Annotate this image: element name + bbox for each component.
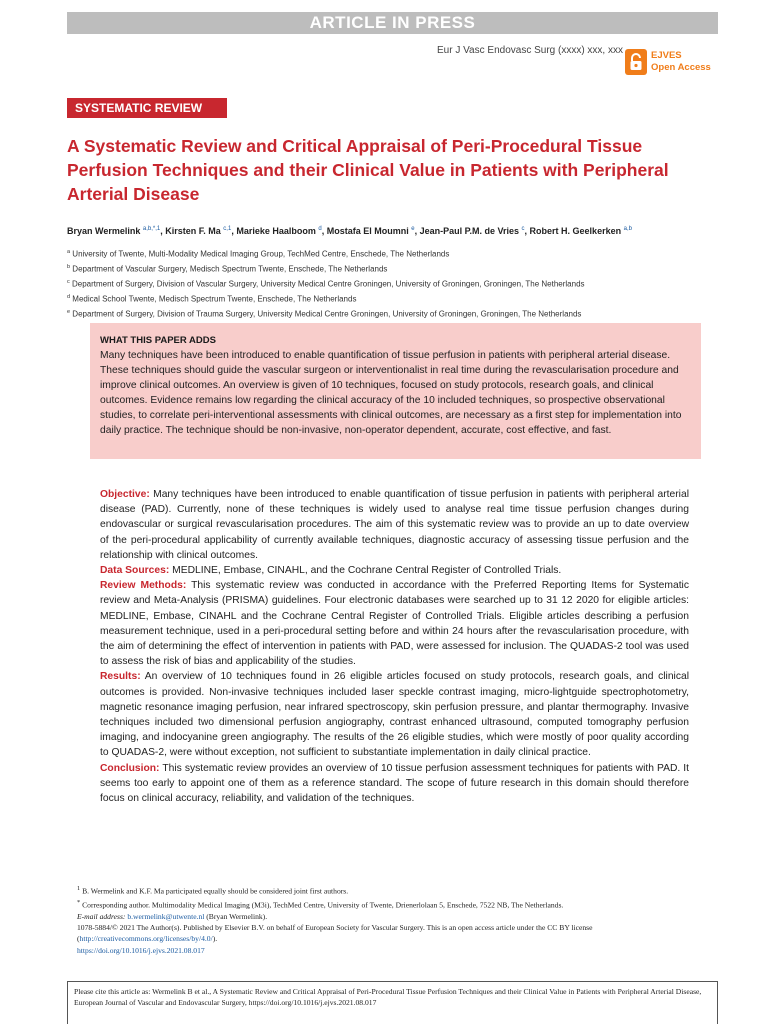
- abstract-data-sources: [100, 563, 689, 578]
- author-name: Bryan Wermelink: [67, 226, 141, 236]
- affiliation: [67, 246, 717, 261]
- open-access-label: [651, 50, 711, 74]
- oa-journal: EJVES: [651, 50, 682, 61]
- objective-label: Objective:: [100, 489, 150, 500]
- affiliation-sup: d: [67, 293, 71, 300]
- affiliation-text: University of Twente, Multi-Modality Medical Imaging Group, TechMed Centre, Enschede, The Netherlands: [72, 249, 450, 259]
- affiliation-text: Medical School Twente, Medisch Spectrum Twente, Enschede, The Netherlands: [72, 294, 357, 304]
- footnote-joint-authors-text: B. Wermelink and K.F. Ma participated equally should be considered joint first authors.: [82, 886, 349, 896]
- data-sources-text: MEDLINE, Embase, CINAHL, and the Cochrane Central Register of Controlled Trials.: [172, 565, 562, 577]
- section-tag: SYSTEMATIC REVIEW: [67, 98, 227, 118]
- copyright-text: 1078-5884/© 2021 The Author(s). Published by Elsevier B.V. on behalf of European Society for Vascular Surgery. This is an open access article under the CC BY license: [77, 922, 593, 932]
- email-link[interactable]: b.wermelink@utwente.nl: [127, 911, 205, 921]
- footnote-sup: 1: [77, 885, 81, 892]
- conclusion-label: Conclusion:: [100, 762, 160, 774]
- citation-box: Please cite this article as: Wermelink B et al., A Systematic Review and Critical Appraisal of Peri-Procedural Tissue Perfusion Techniques and their Clinical Value in Patients with Peripheral Arterial Disease, European Journal of Vascular and Endovascular Surgery, https://doi.org/10.1016/j.ejvs.2021.08.017: [67, 981, 718, 1024]
- affiliation-text: Department of Surgery, Division of Trauma Surgery, University Medical Centre Groningen, University of Groningen, Groningen, The Netherlands: [72, 309, 582, 319]
- affiliation-text: Department of Surgery, Division of Vascular Surgery, University Medical Centre Groningen, University of Groningen, Groningen, The Netherlands: [71, 279, 585, 289]
- open-access-lock-icon: [625, 49, 647, 75]
- abstract-review-methods: [100, 578, 689, 669]
- doi-link[interactable]: https://doi.org/10.1016/j.ejvs.2021.08.017: [77, 945, 205, 955]
- abstract-conclusion: [100, 761, 689, 807]
- license-close: ).: [212, 934, 218, 944]
- review-methods-label: Review Methods:: [100, 580, 187, 592]
- email-label: E-mail address:: [77, 911, 126, 921]
- abstract-objective: [100, 487, 689, 563]
- affiliation: [67, 276, 717, 291]
- author[interactable]: [327, 226, 415, 236]
- author-affil-sup[interactable]: e: [411, 226, 415, 232]
- author[interactable]: [165, 226, 231, 236]
- author-name: Mostafa El Moumni: [326, 226, 409, 236]
- affiliation-sup: a: [67, 249, 71, 255]
- oa-open-access: Open Access: [651, 62, 711, 73]
- what-this-paper-adds-heading: WHAT THIS PAPER ADDS: [100, 335, 216, 346]
- affiliation-sup: e: [67, 308, 71, 315]
- footnote-email: [67, 911, 718, 922]
- license-link[interactable]: http://creativecommons.org/licenses/by/4.0/: [79, 934, 213, 944]
- author[interactable]: [236, 226, 321, 236]
- author-affil-sup[interactable]: c: [521, 226, 525, 232]
- data-sources-label: Data Sources:: [100, 565, 170, 577]
- open-access-badge[interactable]: [625, 48, 717, 76]
- author[interactable]: [67, 226, 160, 236]
- copyright-notice: [67, 922, 718, 956]
- author[interactable]: [530, 226, 632, 236]
- author-name: Jean-Paul P.M. de Vries: [419, 226, 520, 236]
- results-label: Results:: [100, 671, 141, 683]
- what-this-paper-adds-body: Many techniques have been introduced to enable quantification of tissue perfusion in patients with peripheral arterial disease. These techniques should guide the vascular surgeon or interventionalist in real time during the revascularisation procedure and improve clinical outcomes. An overview is given of 10 techniques, focused on study protocols, research goals, and clinical outcomes. Evidence remains low regarding the clinical accuracy of the 10 included techniques, so prospective observational studies, to correlate peri-interventional assessments with clinical outcomes, are necessary as a first step for implementation into daily practice. The technique should be non-invasive, non-operator dependent, accurate, cost effective, and fast.: [100, 350, 682, 436]
- results-text: An overview of 10 techniques found in 26 eligible articles focused on study protocols, research goals, and clinical outcomes is provided. Non-invasive techniques included laser speckle contrast imaging, micro-lightguide spectrophotometry, magnetic resonance imaging perfusion, near infrared spectroscopy, skin perfusion pressure, and plantar thermography. Invasive techniques included two dimensional perfusion angiography, contrast enhanced ultrasound, computed tomography perfusion imaging, and indocyanine green angiography. The results of the 26 eligible studies, which were mostly of poor quality according to QUADAS-2, were without exception, not sufficient to substantiate implementation in daily clinical practice.: [100, 671, 689, 759]
- affiliation: [67, 306, 717, 321]
- affiliation-sup: c: [67, 278, 70, 285]
- conclusion-text: This systematic review provides an overview of 10 tissue perfusion assessment techniques for patients with PAD. It seems too early to appoint one of them as a reference standard. The scope of future research in this domain should therefore focus on clinical accuracy, reliability, and validation of the techniques.: [100, 762, 689, 805]
- author-name: Robert H. Geelkerken: [529, 226, 622, 236]
- email-suffix: (Bryan Wermelink).: [206, 911, 268, 921]
- affiliation: [67, 261, 717, 276]
- article-title: A Systematic Review and Critical Appraisal of Peri-Procedural Tissue Perfusion Techniques and their Clinical Value in Patients with Peripheral Arterial Disease: [67, 136, 669, 204]
- author-affil-sup[interactable]: d: [318, 226, 322, 232]
- review-methods-text: This systematic review was conducted in accordance with the Preferred Reporting Items for Systematic review and Meta-Analysis (PRISMA) guidelines. Four electronic databases were searched up to 31 12 2020 for eligible articles: MEDLINE, Embase, CINAHL and the Cochrane Central Register of Controlled Trials. Eligible articles describing a perfusion measurement technique, used in a peri-procedural setting before and within 24 hours after the revascularisation procedure, with the aim of determining the effect of intervention in patients with PAD, were assessed for inclusion. The QUADAS-2 tool was used to assess the risk of bias and applicability of the studies.: [100, 580, 689, 668]
- author-list: Bryan Wermelink $^{a,b,*,1}$, Kirsten F. Ma $^{c,1}$, Marieke Haalboom $^d$, Mostafa El Moumni $^e$, Jean-Paul P.M. de Vries $^c$, Robert H. Geelkerken $^{a,b}$: [67, 226, 632, 236]
- affiliation-text: Department of Vascular Surgery, Medisch Spectrum Twente, Enschede, The Netherlands: [72, 264, 388, 274]
- footnote-joint-authors: [67, 883, 718, 897]
- footnote-sup: *: [77, 898, 81, 906]
- journal-reference: Eur J Vasc Endovasc Surg (xxxx) xxx, xxx: [437, 45, 623, 56]
- author[interactable]: [420, 226, 525, 236]
- affiliation: [67, 291, 717, 306]
- license-open: (: [77, 934, 80, 944]
- author-affil-sup[interactable]: a,b: [623, 226, 632, 232]
- affiliation-list: [67, 246, 717, 321]
- footnotes: [67, 883, 718, 956]
- author-affil-sup[interactable]: a,b,*,1: [142, 226, 161, 232]
- abstract: [100, 487, 689, 806]
- author-affil-sup[interactable]: c,1: [223, 226, 232, 232]
- author-name: Marieke Haalboom: [236, 226, 316, 236]
- affiliation-sup: b: [67, 263, 71, 270]
- objective-text: Many techniques have been introduced to enable quantification of tissue perfusion in patients with peripheral arterial disease (PAD). Currently, none of these techniques is widely used to analyse real time tissue perfusion changes during endovascular or surgical revascularisation procedures. The aim of this systematic review was to provide an up to date overview of the peri-procedural applicability of currently available techniques, diagnostic accuracy of assessing tissue perfusion and the relationship with clinical outcomes.: [100, 489, 689, 561]
- author-name: Kirsten F. Ma: [165, 226, 221, 236]
- what-this-paper-adds-box: [90, 323, 701, 459]
- footnote-corresponding-text: Corresponding author. Multimodality Medical Imaging (M3i), TechMed Centre, University of Twente, Drienerlolaan 5, Enschede, 7522 NB, The Netherlands.: [82, 900, 564, 910]
- abstract-results: [100, 669, 689, 760]
- footnote-corresponding-author: [67, 897, 718, 911]
- article-in-press-banner: ARTICLE IN PRESS: [67, 12, 718, 34]
